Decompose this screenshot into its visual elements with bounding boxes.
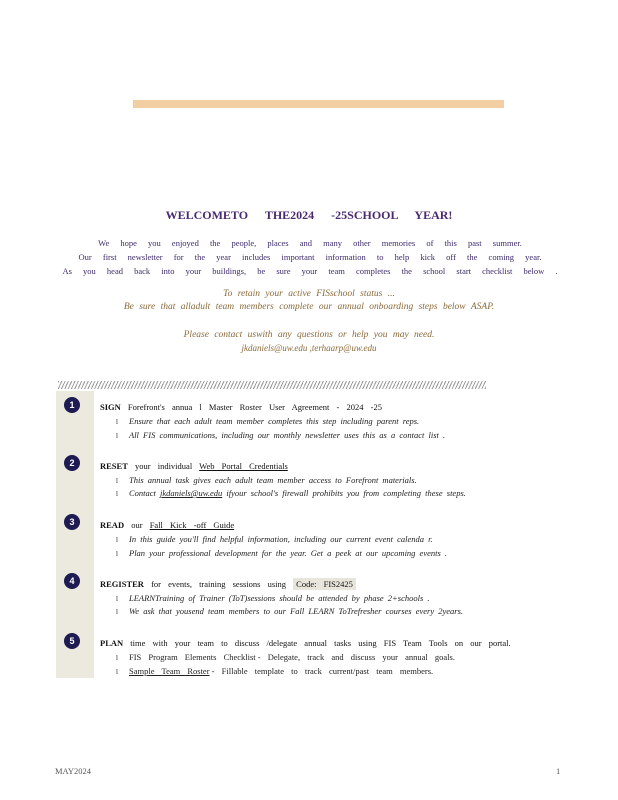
bullet-marker: l	[116, 418, 118, 426]
step-bullet	[116, 666, 433, 676]
bullet-marker: l	[116, 432, 118, 440]
step-bullet	[116, 475, 417, 485]
intro-paragraph	[50, 236, 570, 278]
step-text: time with your team to discuss /delegate annual tasks using FIS Team Tools on our portal.	[130, 638, 511, 648]
bullet-marker: l	[116, 550, 118, 558]
step-bullet	[116, 430, 445, 440]
bullet-marker: l	[116, 490, 118, 498]
contact-email-link[interactable]: jkdaniels@uw.edu	[160, 488, 223, 498]
step-heading	[100, 638, 511, 648]
contact-emails: jkdaniels@uw.edu ,terhaarp@uw.edu	[241, 343, 377, 353]
item-description: - Delegate, track and discuss your annual goals.	[257, 652, 455, 662]
step-number-badge: 3	[64, 514, 80, 530]
step-verb: RESET	[100, 461, 128, 471]
bullet-text: We ask that yousend team members to our Fall LEARN ToTrefresher courses every 2years.	[129, 606, 464, 616]
status-note: To retain your active FISschool status ...	[223, 289, 395, 299]
step-number-badge: 1	[64, 397, 80, 413]
bullet-text: LEARNTraining of Trainer (ToT)sessions should be attended by phase 2+schools .	[129, 593, 430, 603]
bullet-text: In this guide you'll find helpful information, including our current event calenda r.	[129, 534, 433, 544]
registration-code: Code: FIS2425	[293, 578, 356, 590]
page-title: WELCOMETO THE2024 -25SCHOOL YEAR!	[165, 208, 453, 222]
bullet-marker: l	[116, 595, 118, 603]
step-heading	[100, 402, 382, 412]
step-bullet	[116, 534, 433, 544]
step-bullet	[116, 593, 430, 603]
intro-line: Our first newsletter for the year includes important information to help kick off the coming year.	[78, 252, 542, 262]
step-bullet	[116, 548, 447, 558]
step-bullet	[116, 488, 466, 498]
step-text: our	[131, 520, 143, 530]
step-bullet	[116, 652, 455, 662]
sample-team-roster-link[interactable]: Sample Team Roster	[129, 666, 210, 676]
bullet-marker: l	[116, 536, 118, 544]
onboarding-note: Be sure that alladult team members complete our annual onboarding steps below ASAP.	[123, 302, 495, 312]
step-number-badge: 5	[64, 633, 80, 649]
bullet-text: Ensure that each adult team member completes this step including parent reps.	[129, 416, 420, 426]
bullet-marker: l	[116, 668, 118, 676]
bullet-text: This annual task gives each adult team member access to Forefront materials.	[129, 475, 417, 485]
intro-line: As you head back into your buildings, be sure your team completes the school start checklist below .	[62, 266, 558, 276]
hatched-divider	[58, 381, 486, 389]
step-verb: SIGN	[100, 402, 121, 412]
step-number-badge: 4	[64, 573, 80, 589]
footer-date: MAY2024	[55, 766, 92, 776]
step-bullet	[116, 416, 419, 426]
step-text: Forefront's annua l Master Roster User Agreement - 2024 -25	[127, 402, 382, 412]
intro-line: We hope you enjoyed the people, places and many other memories of this past summer.	[98, 238, 522, 248]
step-heading	[100, 520, 234, 530]
step-text: for events, training sessions using	[151, 579, 287, 589]
step-verb: REGISTER	[100, 579, 144, 589]
bullet-marker: l	[116, 654, 118, 662]
bullet-marker: l	[116, 608, 118, 616]
step-heading	[100, 579, 356, 589]
step-heading	[100, 461, 288, 471]
bullet-text: Plan your professional development for the year. Get a peek at our upcoming events .	[129, 548, 448, 558]
bullet-text	[129, 488, 466, 498]
step-verb: READ	[100, 520, 125, 530]
program-elements-checklist-label: FIS Program Elements Checklist	[129, 652, 256, 662]
bullet-marker: l	[116, 477, 118, 485]
web-portal-credentials-link[interactable]: Web Portal Credentials	[199, 461, 288, 471]
step-text: your individual	[135, 461, 193, 471]
contact-pre-text: Contact	[129, 488, 156, 498]
fall-kickoff-guide-link[interactable]: Fall Kick -off Guide	[149, 520, 235, 530]
page-number: 1	[556, 766, 561, 776]
step-bullet	[116, 606, 463, 616]
bullet-text: All FIS communications, including our monthly newsletter uses this as a contact list .	[129, 430, 446, 440]
item-description: - Fillable template to track current/past team members.	[211, 666, 434, 676]
step-verb: PLAN	[100, 638, 124, 648]
step-number-badge: 2	[64, 455, 80, 471]
contact-post-text: ifyour school's firewall prohibits you from completing these steps.	[226, 488, 466, 498]
top-accent-bar	[133, 100, 504, 108]
contact-note: Please contact uswith any questions or help you may need.	[183, 330, 435, 340]
